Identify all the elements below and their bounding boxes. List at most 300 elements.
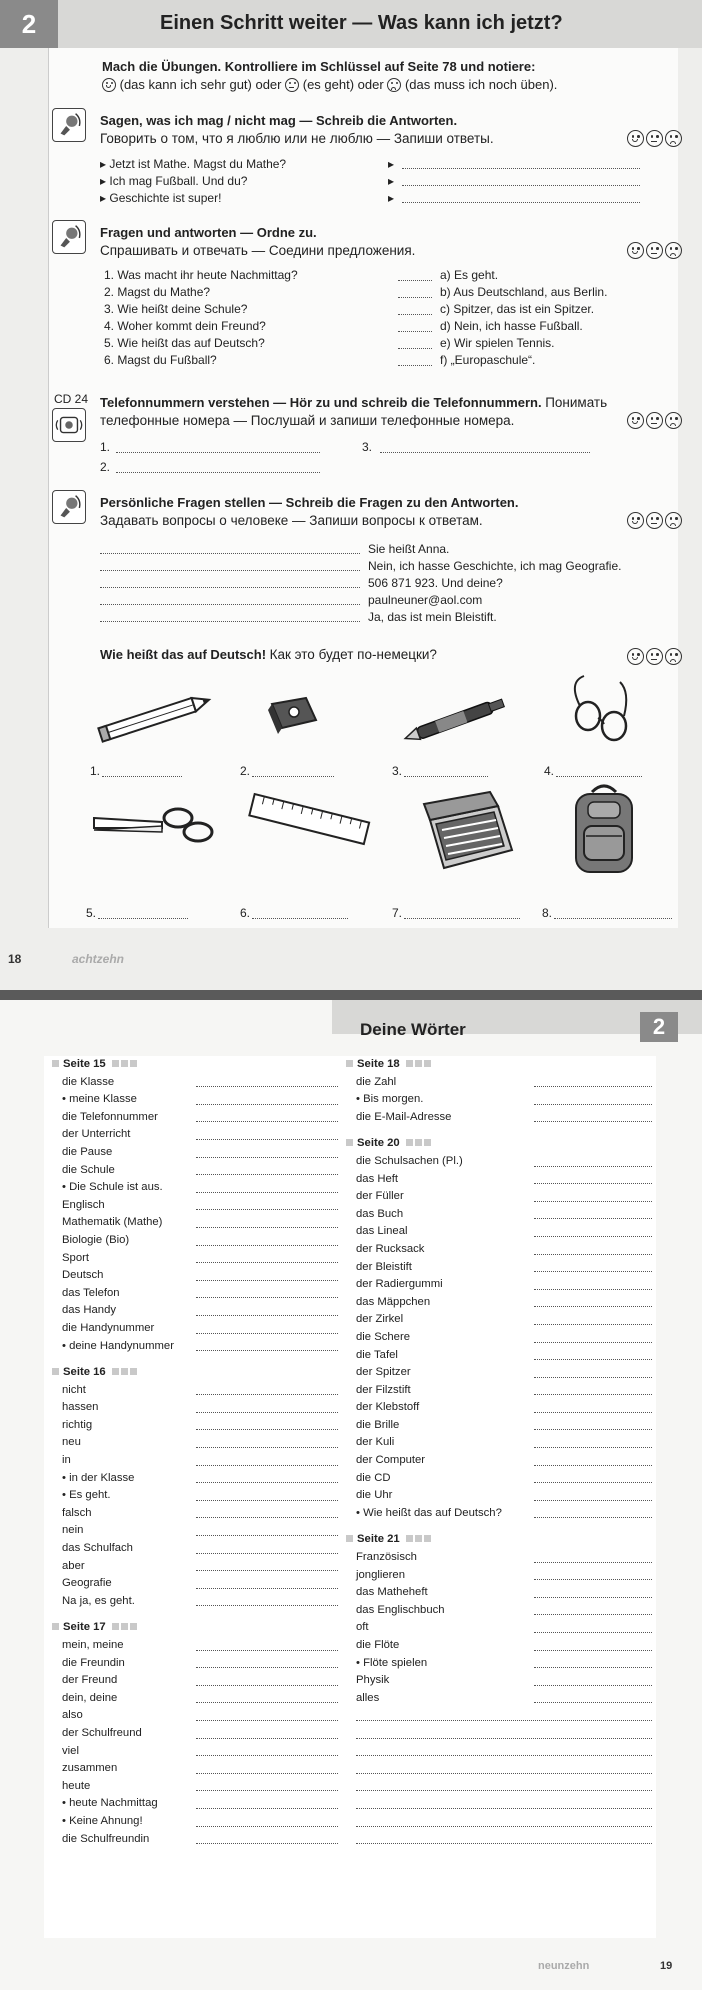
ex2-question: 1. Was macht ihr heute Nachmittag? [104, 268, 298, 282]
cd-track-label: CD 24 [54, 392, 89, 406]
vocab-row [338, 1672, 656, 1690]
vocab-word: das Telefon [62, 1286, 120, 1299]
vocab-row [338, 1399, 656, 1417]
page-number: 19 [660, 1960, 673, 1972]
sharpener-icon [264, 690, 324, 740]
translation-field[interactable] [534, 1650, 652, 1651]
arrow-icon: ▸ [388, 191, 395, 205]
vocab-word: der Rucksack [356, 1242, 425, 1255]
translation-field[interactable] [196, 1588, 352, 1589]
translation-field[interactable] [196, 1553, 352, 1554]
vocab-row [338, 1584, 656, 1602]
ex1-item-2: ▸ Ich mag Fußball. Und du? [100, 174, 248, 188]
translation-field[interactable] [196, 1104, 352, 1105]
vocab-row [44, 1487, 362, 1505]
vocab-word: Biologie (Bio) [62, 1233, 130, 1246]
vocab-word: das Englischbuch [356, 1603, 445, 1616]
vocab-row [44, 1382, 362, 1400]
square-icon [415, 1060, 422, 1067]
translation-field[interactable] [196, 1262, 352, 1263]
ex5-label: 8. [542, 906, 553, 920]
translation-field[interactable] [196, 1157, 352, 1158]
phone-number-field-1[interactable] [116, 452, 320, 453]
sad-face-icon[interactable] [665, 130, 682, 147]
translation-field[interactable] [196, 1333, 352, 1334]
vocab-word: der Schulfreund [62, 1726, 142, 1739]
translation-field[interactable] [534, 1254, 652, 1255]
intro-instruction: Mach die Übungen. Kontrolliere im Schlüssel auf Seite 78 und notiere: [102, 59, 536, 74]
vocab-row [338, 1505, 656, 1523]
translation-field[interactable] [534, 1121, 652, 1122]
ex2-answer: b) Aus Deutschland, aus Berlin. [440, 285, 608, 299]
vocab-word: der Spitzer [356, 1366, 411, 1379]
vocab-row [44, 1338, 362, 1356]
vocab-word: der Filzstift [356, 1383, 411, 1396]
chapter-badge: 2 [640, 1012, 678, 1042]
translation-field[interactable] [534, 1667, 652, 1668]
vocab-row [338, 1470, 656, 1488]
vocab-word: alles [356, 1691, 380, 1704]
word-field-4[interactable] [556, 776, 642, 777]
vocab-word: das Matheheft [356, 1586, 428, 1599]
vocab-row [44, 1452, 362, 1470]
vocab-word: die Schulfreundin [62, 1832, 150, 1845]
phone-number-field-3[interactable] [380, 452, 590, 453]
vocab-word: die Telefonnummer [62, 1110, 158, 1123]
pencil-case-icon [420, 790, 520, 880]
happy-face-icon[interactable] [627, 242, 644, 259]
translation-field[interactable] [534, 1306, 652, 1307]
question-field-4[interactable] [100, 604, 360, 605]
vocab-word: der Radiergummi [356, 1278, 443, 1291]
translation-field[interactable] [196, 1280, 352, 1281]
translation-field[interactable] [356, 1773, 652, 1774]
vocab-word: der Füller [356, 1190, 404, 1203]
vocab-word: richtig [62, 1418, 93, 1431]
happy-face-icon[interactable] [627, 412, 644, 429]
translation-field[interactable] [356, 1808, 652, 1809]
vocab-word: die Schulsachen (Pl.) [356, 1154, 463, 1167]
vocab-row [44, 1522, 362, 1540]
vocab-row [338, 1760, 656, 1778]
sad-face-icon[interactable] [665, 242, 682, 259]
translation-field[interactable] [196, 1720, 352, 1721]
translation-field[interactable] [196, 1350, 352, 1351]
translation-field[interactable] [534, 1632, 652, 1633]
vocab-word: • in der Klasse [62, 1471, 135, 1484]
ex4-answer: Ja, das ist mein Bleistift. [368, 610, 497, 624]
translation-field[interactable] [356, 1790, 652, 1791]
listening-icon [52, 408, 86, 442]
ex2-blank[interactable] [398, 331, 432, 332]
vocab-row [44, 1795, 362, 1813]
vocab-word: die CD [356, 1471, 391, 1484]
vocab-row [338, 1831, 656, 1849]
page-19 [0, 1000, 702, 1990]
vocab-row [44, 1126, 362, 1144]
translation-field[interactable] [534, 1685, 652, 1686]
translation-field[interactable] [196, 1192, 352, 1193]
translation-field[interactable] [534, 1500, 652, 1501]
ruler-icon [244, 790, 374, 850]
vocab-row [338, 1690, 656, 1708]
vocab-word: falsch [62, 1506, 92, 1519]
vocab-word: • Wie heißt das auf Deutsch? [356, 1506, 502, 1519]
translation-field[interactable] [534, 1517, 652, 1518]
vocab-word: zusammen [62, 1762, 118, 1775]
word-field-5[interactable] [98, 918, 188, 919]
pen-icon [396, 690, 516, 750]
section-heading: Seite 15 [44, 1056, 362, 1074]
vocab-word: die Brille [356, 1418, 400, 1431]
translation-field[interactable] [534, 1289, 652, 1290]
vocab-word: Französisch [356, 1551, 417, 1564]
vocab-word: die Uhr [356, 1489, 393, 1502]
ex2-question: 3. Wie heißt deine Schule? [104, 302, 248, 316]
vocab-row [338, 1795, 656, 1813]
translation-field[interactable] [196, 1315, 352, 1316]
vocab-row [338, 1276, 656, 1294]
translation-field[interactable] [196, 1482, 352, 1483]
ex2-blank[interactable] [398, 297, 432, 298]
translation-field[interactable] [196, 1412, 352, 1413]
neutral-face-icon[interactable] [646, 512, 663, 529]
vocab-row [44, 1074, 362, 1092]
translation-field[interactable] [196, 1755, 352, 1756]
word-field-2[interactable] [252, 776, 334, 777]
vocab-row [338, 1223, 656, 1241]
speaking-icon [52, 220, 86, 254]
ex4-answer: Sie heißt Anna. [368, 542, 450, 556]
square-icon [52, 1060, 59, 1067]
vocab-word: Physik [356, 1674, 390, 1687]
ex1-self-assessment[interactable] [627, 130, 682, 147]
vocab-row [44, 1214, 362, 1232]
ex2-question: 5. Wie heißt das auf Deutsch? [104, 336, 265, 350]
square-icon [121, 1623, 128, 1630]
translation-field[interactable] [196, 1650, 352, 1651]
ex1-answer-line-2[interactable] [402, 185, 640, 186]
word-field-6[interactable] [252, 918, 348, 919]
vocab-word: die Zahl [356, 1075, 397, 1088]
neutral-face-icon[interactable] [646, 242, 663, 259]
translation-field[interactable] [356, 1738, 652, 1739]
translation-field[interactable] [196, 1790, 352, 1791]
section-gap [44, 1610, 362, 1619]
backpack-icon [564, 780, 644, 880]
translation-field[interactable] [356, 1826, 652, 1827]
word-field-8[interactable] [554, 918, 672, 919]
vocab-row [338, 1778, 656, 1796]
translation-field[interactable] [196, 1535, 352, 1536]
page-number-word: neunzehn [538, 1960, 590, 1972]
translation-field[interactable] [534, 1183, 652, 1184]
square-icon [52, 1368, 59, 1375]
translation-field[interactable] [196, 1685, 352, 1686]
neutral-face-icon[interactable] [646, 648, 663, 665]
ex2-blank[interactable] [398, 365, 432, 366]
vocab-row [338, 1655, 656, 1673]
square-icon [415, 1139, 422, 1146]
vocab-word: aber [62, 1559, 85, 1572]
section-heading: Seite 21 [338, 1531, 656, 1549]
translation-field[interactable] [534, 1702, 652, 1703]
vocab-row [44, 1593, 362, 1611]
translation-field[interactable] [534, 1236, 652, 1237]
vocab-row [338, 1619, 656, 1637]
vocab-word: Geografie [62, 1577, 112, 1590]
translation-field[interactable] [534, 1201, 652, 1202]
ex2-blank[interactable] [398, 348, 432, 349]
translation-field[interactable] [196, 1773, 352, 1774]
vocab-word: • Flöte spielen [356, 1656, 428, 1669]
page-title: Deine Wörter [360, 1020, 466, 1039]
translation-field[interactable] [534, 1394, 652, 1395]
translation-field[interactable] [534, 1359, 652, 1360]
vocab-row [44, 1267, 362, 1285]
vocab-row [338, 1602, 656, 1620]
translation-field[interactable] [196, 1605, 352, 1606]
square-icon [424, 1139, 431, 1146]
square-icon [424, 1535, 431, 1542]
ex5-label: 1. [90, 764, 101, 778]
vocab-word: Sport [62, 1251, 90, 1264]
ex4-answer: paulneuner@aol.com [368, 593, 483, 607]
vocab-row [44, 1637, 362, 1655]
ex2-answer: d) Nein, ich hasse Fußball. [440, 319, 583, 333]
square-icon [415, 1535, 422, 1542]
translation-field[interactable] [356, 1755, 652, 1756]
square-icon [406, 1139, 413, 1146]
translation-field[interactable] [196, 1808, 352, 1809]
translation-field[interactable] [534, 1104, 652, 1105]
translation-field[interactable] [196, 1174, 352, 1175]
sad-face-icon[interactable] [665, 512, 682, 529]
arrow-icon: ▸ [388, 157, 395, 171]
square-icon [112, 1368, 119, 1375]
ex4-self-assessment[interactable] [627, 512, 682, 529]
ex2-blank[interactable] [398, 280, 432, 281]
ex3-label: 2. [100, 460, 111, 474]
vocab-word: neu [62, 1436, 81, 1449]
translation-field[interactable] [534, 1377, 652, 1378]
scissors-icon [90, 798, 220, 848]
happy-face-icon[interactable] [627, 130, 644, 147]
translation-field[interactable] [534, 1271, 652, 1272]
sad-face-icon[interactable] [665, 412, 682, 429]
vocab-word: Mathematik (Mathe) [62, 1216, 163, 1229]
ex1-answer-line-1[interactable] [402, 168, 640, 169]
sad-face-icon[interactable] [665, 648, 682, 665]
vocab-word: hassen [62, 1401, 99, 1414]
translation-field[interactable] [196, 1570, 352, 1571]
ex4-answer: Nein, ich hasse Geschichte, ich mag Geografie. [368, 559, 622, 573]
vocab-word: oft [356, 1621, 369, 1634]
vocab-word: die Flöte [356, 1639, 400, 1651]
ex5-label: 6. [240, 906, 251, 920]
translation-field[interactable] [534, 1562, 652, 1563]
vocab-row [44, 1778, 362, 1796]
translation-field[interactable] [196, 1465, 352, 1466]
square-icon [406, 1060, 413, 1067]
vocab-row [338, 1487, 656, 1505]
translation-field[interactable] [196, 1517, 352, 1518]
translation-field[interactable] [196, 1209, 352, 1210]
translation-field[interactable] [196, 1394, 352, 1395]
vocab-word: das Buch [356, 1207, 404, 1220]
intro-legend: (das kann ich sehr gut) oder (es geht) oder (das muss ich noch üben). [102, 76, 557, 93]
translation-field[interactable] [196, 1139, 352, 1140]
translation-field[interactable] [196, 1297, 352, 1298]
happy-face-icon[interactable] [627, 648, 644, 665]
translation-field[interactable] [196, 1738, 352, 1739]
ex2-blank[interactable] [398, 314, 432, 315]
translation-field[interactable] [534, 1412, 652, 1413]
vocab-word: der Unterricht [62, 1128, 131, 1141]
vocab-row [338, 1813, 656, 1831]
vocab-row [44, 1109, 362, 1127]
vocab-row [338, 1329, 656, 1347]
vocab-row [44, 1302, 362, 1320]
page-title: Einen Schritt weiter — Was kann ich jetzt? [160, 12, 563, 34]
vocab-column-right [338, 1056, 656, 1938]
arrow-icon: ▸ [388, 174, 395, 188]
vocab-word: • meine Klasse [62, 1093, 137, 1106]
vocab-word: die Handynummer [62, 1321, 155, 1334]
vocab-word: der Klebstoff [356, 1401, 420, 1414]
vocab-row [338, 1153, 656, 1171]
vocab-row [338, 1434, 656, 1452]
vocab-column-left [44, 1056, 362, 1938]
vocab-word: die Schule [62, 1163, 115, 1176]
translation-field[interactable] [534, 1324, 652, 1325]
vocab-word: also [62, 1709, 83, 1722]
translation-field[interactable] [534, 1166, 652, 1167]
vocab-row [44, 1232, 362, 1250]
vocab-row [44, 1320, 362, 1338]
square-icon [52, 1623, 59, 1630]
translation-field[interactable] [196, 1227, 352, 1228]
square-icon [130, 1623, 137, 1630]
neutral-face-icon[interactable] [646, 130, 663, 147]
translation-field[interactable] [196, 1667, 352, 1668]
vocab-row [338, 1567, 656, 1585]
square-icon [112, 1060, 119, 1067]
translation-field[interactable] [196, 1245, 352, 1246]
question-field-5[interactable] [100, 621, 360, 622]
translation-field[interactable] [196, 1121, 352, 1122]
vocab-word: das Schulfach [62, 1542, 133, 1555]
translation-field[interactable] [534, 1342, 652, 1343]
translation-field[interactable] [534, 1579, 652, 1580]
translation-field[interactable] [356, 1720, 652, 1721]
ex2-question: 6. Magst du Fußball? [104, 353, 217, 367]
section-gap [44, 1355, 362, 1364]
translation-field[interactable] [196, 1429, 352, 1430]
vocab-word: die Pause [62, 1145, 113, 1158]
vocab-row [44, 1197, 362, 1215]
section-gap [338, 1126, 656, 1135]
vocab-word: das Lineal [356, 1225, 408, 1238]
square-icon [112, 1623, 119, 1630]
vocab-row [44, 1743, 362, 1761]
translation-field[interactable] [534, 1482, 652, 1483]
translation-field[interactable] [196, 1843, 352, 1844]
section-heading: Seite 18 [338, 1056, 656, 1074]
word-field-7[interactable] [404, 918, 520, 919]
happy-face-icon [102, 78, 116, 92]
vocab-row [338, 1206, 656, 1224]
translation-field[interactable] [196, 1447, 352, 1448]
vocab-row [338, 1109, 656, 1127]
ex3-self-assessment[interactable] [627, 412, 682, 429]
translation-field[interactable] [534, 1465, 652, 1466]
vocab-row [338, 1259, 656, 1277]
ex2-self-assessment[interactable] [627, 242, 682, 259]
vocab-word: das Mäppchen [356, 1295, 431, 1308]
square-icon [121, 1060, 128, 1067]
square-icon [130, 1060, 137, 1067]
vocab-row [44, 1575, 362, 1593]
page-18 [0, 0, 702, 990]
pencil-icon [96, 688, 216, 748]
vocab-word: • heute Nachmittag [62, 1797, 158, 1810]
ex2-title: Fragen und antworten — Ordne zu. [100, 225, 317, 240]
translation-field[interactable] [196, 1500, 352, 1501]
vocab-row [44, 1179, 362, 1197]
translation-field[interactable] [196, 1702, 352, 1703]
vocab-word: die Schere [356, 1330, 411, 1343]
question-field-2[interactable] [100, 570, 360, 571]
vocab-row [44, 1760, 362, 1778]
translation-field[interactable] [534, 1218, 652, 1219]
translation-field[interactable] [534, 1447, 652, 1448]
vocab-word: nicht [62, 1383, 86, 1396]
word-field-1[interactable] [102, 776, 182, 777]
vocab-row [338, 1743, 656, 1761]
section-gap [338, 1522, 656, 1531]
word-field-3[interactable] [404, 776, 488, 777]
translation-field[interactable] [534, 1597, 652, 1598]
translation-field[interactable] [534, 1429, 652, 1430]
translation-field[interactable] [196, 1086, 352, 1087]
vocab-row [44, 1470, 362, 1488]
question-field-1[interactable] [100, 553, 360, 554]
ex1-answer-line-3[interactable] [402, 202, 640, 203]
vocab-row [338, 1417, 656, 1435]
vocab-word: mein, meine [62, 1639, 124, 1651]
phone-number-field-2[interactable] [116, 472, 320, 473]
ex1-item-3: ▸ Geschichte ist super! [100, 191, 222, 205]
neutral-face-icon[interactable] [646, 412, 663, 429]
vocab-row [44, 1434, 362, 1452]
question-field-3[interactable] [100, 587, 360, 588]
ex4-title: Persönliche Fragen stellen — Schreib die Fragen zu den Antworten. [100, 495, 519, 510]
ex5-label: 7. [392, 906, 403, 920]
translation-field[interactable] [534, 1614, 652, 1615]
vocab-row [338, 1452, 656, 1470]
translation-field[interactable] [534, 1086, 652, 1087]
ex2-answer: f) „Europaschule“. [440, 353, 536, 367]
ex5-self-assessment[interactable] [627, 648, 682, 665]
translation-field[interactable] [196, 1826, 352, 1827]
vocab-row [338, 1294, 656, 1312]
vocab-row [44, 1831, 362, 1849]
vocab-word: • Bis morgen. [356, 1093, 424, 1106]
happy-face-icon[interactable] [627, 512, 644, 529]
translation-field[interactable] [356, 1843, 652, 1844]
vocab-word: Englisch [62, 1198, 105, 1211]
